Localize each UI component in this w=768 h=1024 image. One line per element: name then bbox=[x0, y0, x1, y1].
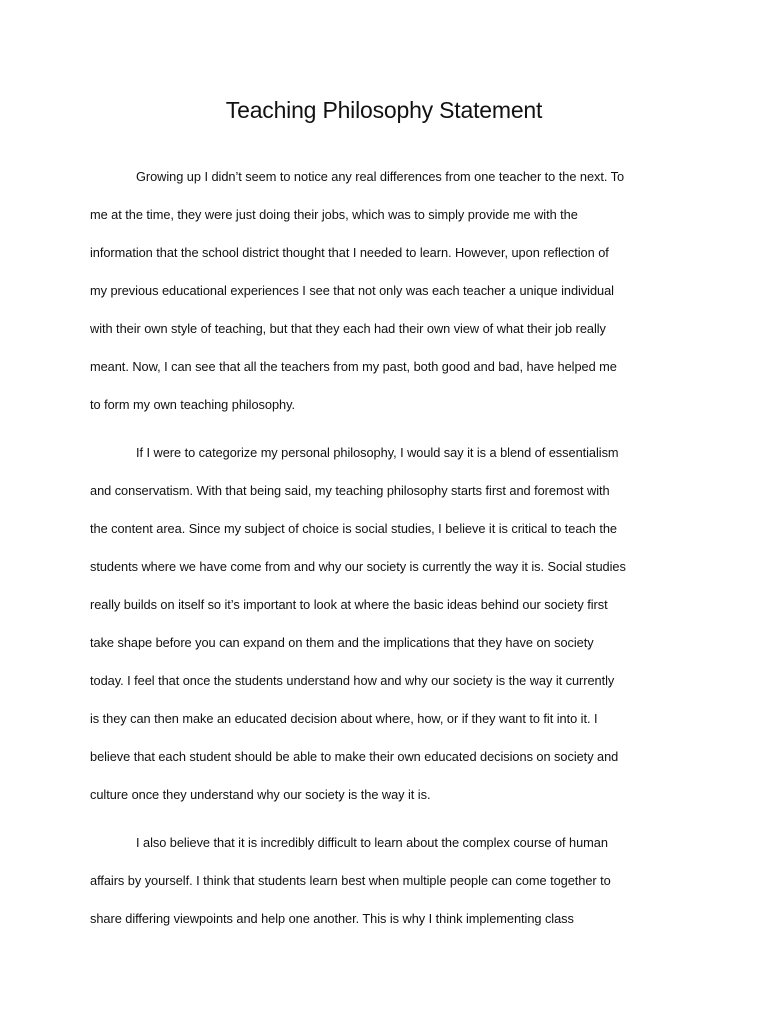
text-line: take shape before you can expand on them and the implications that they have on society bbox=[90, 635, 594, 650]
text-line: really builds on itself so it’s important to look at where the basic ideas behind our society first bbox=[90, 597, 608, 612]
text-line: with their own style of teaching, but that they each had their own view of what their job really bbox=[90, 321, 606, 336]
document-title: Teaching Philosophy Statement bbox=[225, 97, 543, 123]
text-line: and conservatism. With that being said, my teaching philosophy starts first and foremost with bbox=[90, 483, 610, 498]
paragraph-1 bbox=[90, 162, 682, 428]
text-line: meant. Now, I can see that all the teachers from my past, both good and bad, have helped me bbox=[90, 359, 617, 374]
text-line: culture once they understand why our society is the way it is. bbox=[90, 787, 431, 802]
text-line: share differing viewpoints and help one another. This is why I think implementing class bbox=[90, 911, 574, 926]
text-line: students where we have come from and why our society is currently the way it is. Social studies bbox=[90, 559, 626, 574]
text-line: the content area. Since my subject of choice is social studies, I believe it is critical to teach the bbox=[90, 521, 617, 536]
text-line: I also believe that it is incredibly difficult to learn about the complex course of human bbox=[136, 835, 608, 850]
text-line: If I were to categorize my personal philosophy, I would say it is a blend of essentialism bbox=[136, 445, 619, 460]
text-line: is they can then make an educated decision about where, how, or if they want to fit into it. I bbox=[90, 711, 598, 726]
paragraph-3 bbox=[90, 828, 682, 942]
text-line: information that the school district thought that I needed to learn. However, upon reflection of bbox=[90, 245, 609, 260]
text-line: affairs by yourself. I think that students learn best when multiple people can come together to bbox=[90, 873, 611, 888]
text-line: believe that each student should be able to make their own educated decisions on society and bbox=[90, 749, 619, 764]
text-line: my previous educational experiences I see that not only was each teacher a unique individual bbox=[90, 283, 614, 298]
text-line: me at the time, they were just doing their jobs, which was to simply provide me with the bbox=[90, 207, 578, 222]
text-line: to form my own teaching philosophy. bbox=[90, 397, 295, 412]
paragraph-2 bbox=[90, 438, 682, 818]
text-line: today. I feel that once the students understand how and why our society is the way it currently bbox=[90, 673, 615, 688]
document-body bbox=[90, 162, 682, 952]
text-line: Growing up I didn’t seem to notice any real differences from one teacher to the next. To bbox=[136, 169, 625, 184]
